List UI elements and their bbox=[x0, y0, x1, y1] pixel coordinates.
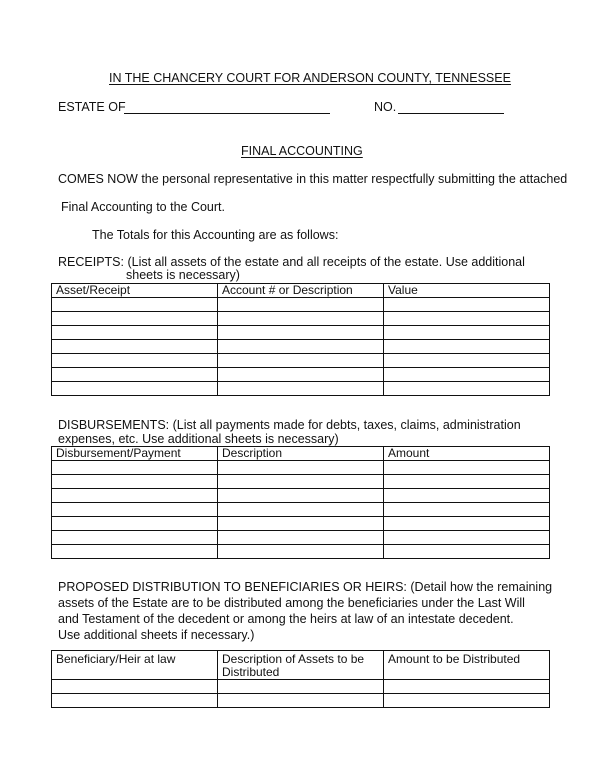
table-cell[interactable] bbox=[218, 340, 384, 354]
table-cell[interactable] bbox=[52, 340, 218, 354]
table-cell[interactable] bbox=[52, 680, 218, 694]
disbursements-col-payment: Disbursement/Payment bbox=[52, 447, 218, 461]
table-cell[interactable] bbox=[384, 489, 550, 503]
table-cell[interactable] bbox=[218, 312, 384, 326]
receipts-col-value: Value bbox=[384, 284, 550, 298]
table-cell[interactable] bbox=[52, 461, 218, 475]
disbursements-heading: DISBURSEMENTS: (List all payments made for debts, taxes, claims, administration bbox=[58, 418, 521, 432]
table-cell[interactable] bbox=[218, 694, 384, 708]
disbursements-col-description: Description bbox=[218, 447, 384, 461]
table-row bbox=[52, 489, 550, 503]
receipts-heading-cont: sheets is necessary) bbox=[126, 268, 240, 282]
table-cell[interactable] bbox=[384, 326, 550, 340]
estate-label: ESTATE OF bbox=[58, 100, 126, 114]
table-row bbox=[52, 517, 550, 531]
table-cell[interactable] bbox=[218, 298, 384, 312]
distribution-heading-line-4: Use additional sheets if necessary.) bbox=[58, 628, 255, 642]
table-cell[interactable] bbox=[384, 517, 550, 531]
table-cell[interactable] bbox=[218, 517, 384, 531]
table-row bbox=[52, 312, 550, 326]
table-cell[interactable] bbox=[384, 531, 550, 545]
table-cell[interactable] bbox=[52, 382, 218, 396]
table-cell[interactable] bbox=[384, 368, 550, 382]
table-row bbox=[52, 545, 550, 559]
table-cell[interactable] bbox=[218, 326, 384, 340]
table-cell[interactable] bbox=[384, 680, 550, 694]
table-cell[interactable] bbox=[384, 503, 550, 517]
estate-name-field[interactable] bbox=[124, 113, 330, 114]
table-cell[interactable] bbox=[218, 475, 384, 489]
table-cell[interactable] bbox=[218, 354, 384, 368]
table-row bbox=[52, 354, 550, 368]
table-cell[interactable] bbox=[384, 475, 550, 489]
table-row bbox=[52, 382, 550, 396]
distribution-heading-line-3: and Testament of the decedent or among the heirs at law of an intestate decedent. bbox=[58, 612, 514, 626]
table-cell[interactable] bbox=[52, 354, 218, 368]
table-row bbox=[52, 503, 550, 517]
table-row bbox=[52, 475, 550, 489]
disbursements-col-amount: Amount bbox=[384, 447, 550, 461]
table-cell[interactable] bbox=[218, 489, 384, 503]
court-heading: IN THE CHANCERY COURT FOR ANDERSON COUNTY, TENNESSEE bbox=[109, 71, 511, 85]
table-row bbox=[52, 340, 550, 354]
document-title: FINAL ACCOUNTING bbox=[241, 144, 363, 158]
table-cell[interactable] bbox=[384, 545, 550, 559]
table-cell[interactable] bbox=[218, 461, 384, 475]
table-cell[interactable] bbox=[52, 694, 218, 708]
table-row bbox=[52, 298, 550, 312]
table-cell[interactable] bbox=[52, 368, 218, 382]
case-number-field[interactable] bbox=[398, 113, 504, 114]
table-cell[interactable] bbox=[52, 298, 218, 312]
receipts-col-asset: Asset/Receipt bbox=[52, 284, 218, 298]
table-row bbox=[52, 461, 550, 475]
distribution-heading-line-2: assets of the Estate are to be distributed among the beneficiaries under the Last Will bbox=[58, 596, 525, 610]
table-cell[interactable] bbox=[384, 461, 550, 475]
distribution-table bbox=[51, 650, 550, 708]
distribution-col-description: Description of Assets to be Distributed bbox=[218, 651, 384, 680]
table-cell[interactable] bbox=[52, 517, 218, 531]
totals-intro: The Totals for this Accounting are as follows: bbox=[92, 228, 339, 242]
table-cell[interactable] bbox=[384, 354, 550, 368]
table-cell[interactable] bbox=[218, 531, 384, 545]
table-row bbox=[52, 694, 550, 708]
table-row bbox=[52, 680, 550, 694]
disbursements-table bbox=[51, 446, 550, 559]
table-cell[interactable] bbox=[52, 475, 218, 489]
table-cell[interactable] bbox=[218, 680, 384, 694]
table-cell[interactable] bbox=[384, 382, 550, 396]
table-row bbox=[52, 326, 550, 340]
table-cell[interactable] bbox=[218, 503, 384, 517]
table-cell[interactable] bbox=[218, 545, 384, 559]
intro-line-1: COMES NOW the personal representative in this matter respectfully submitting the attached bbox=[58, 172, 568, 186]
receipts-heading: RECEIPTS: (List all assets of the estate and all receipts of the estate. Use additional bbox=[58, 255, 525, 269]
table-cell[interactable] bbox=[52, 545, 218, 559]
disbursements-heading-cont: expenses, etc. Use additional sheets is necessary) bbox=[58, 432, 339, 446]
distribution-heading: PROPOSED DISTRIBUTION TO BENEFICIARIES OR HEIRS: (Detail how the remaining bbox=[58, 580, 553, 594]
table-cell[interactable] bbox=[218, 368, 384, 382]
table-cell[interactable] bbox=[52, 503, 218, 517]
table-row bbox=[52, 368, 550, 382]
table-cell[interactable] bbox=[218, 382, 384, 396]
distribution-col-beneficiary: Beneficiary/Heir at law bbox=[52, 651, 218, 680]
table-cell[interactable] bbox=[52, 312, 218, 326]
table-cell[interactable] bbox=[384, 340, 550, 354]
table-cell[interactable] bbox=[384, 694, 550, 708]
receipts-table bbox=[51, 283, 550, 396]
receipts-col-account: Account # or Description bbox=[218, 284, 384, 298]
table-row bbox=[52, 531, 550, 545]
table-cell[interactable] bbox=[52, 326, 218, 340]
case-number-label: NO. bbox=[374, 100, 397, 114]
table-cell[interactable] bbox=[52, 531, 218, 545]
table-cell[interactable] bbox=[52, 489, 218, 503]
distribution-col-amount: Amount to be Distributed bbox=[384, 651, 550, 680]
intro-line-2: Final Accounting to the Court. bbox=[61, 200, 225, 214]
table-cell[interactable] bbox=[384, 312, 550, 326]
table-cell[interactable] bbox=[384, 298, 550, 312]
